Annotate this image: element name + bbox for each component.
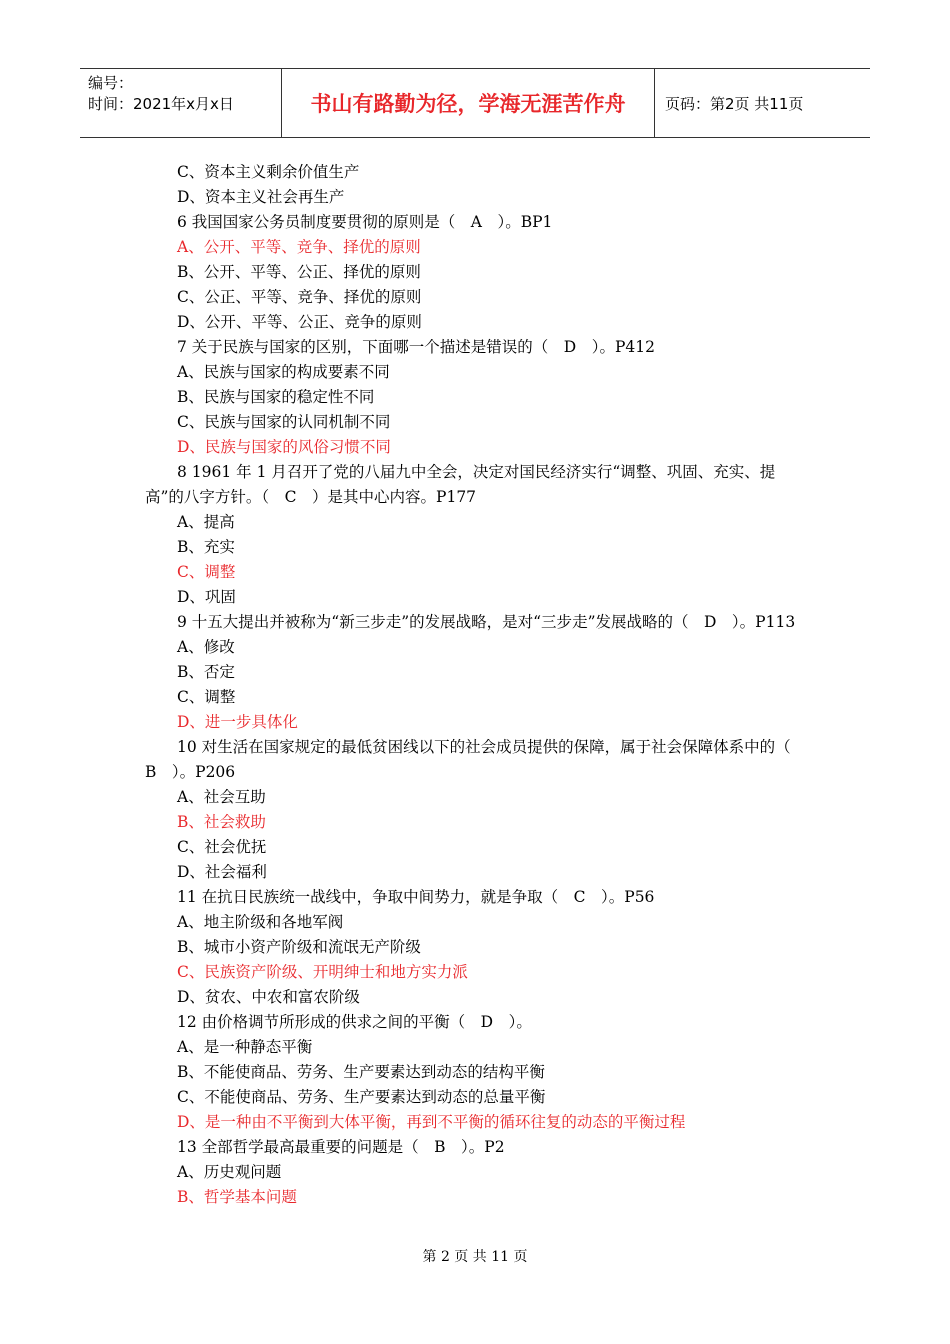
option-line: B、公开、平等、公正、择优的原则 — [177, 263, 421, 281]
page-footer: 第 2 页 共 11 页 — [422, 1249, 528, 1265]
option-line: A、民族与国家的构成要素不同 — [177, 363, 390, 381]
option-line: D、社会福利 — [177, 863, 267, 881]
question-8: 8 1961 年 1 月召开了党的八届九中全会，决定对国民经济实行“调整、巩固、充实、提高”的八字方针。（ C ）是其中心内容。P177 — [145, 463, 776, 506]
header-meta — [80, 69, 282, 137]
question-11: 11 在抗日民族统一战线中，争取中间势力，就是争取（ C ）。P56 — [177, 888, 655, 906]
answer-option: D、进一步具体化 — [177, 713, 298, 731]
option-line: A、提高 — [177, 513, 235, 531]
question-6: 6 我国国家公务员制度要贯彻的原则是（ A ）。BP1 — [177, 213, 553, 231]
answer-option: C、民族资产阶级、开明绅士和地方实力派 — [177, 963, 468, 981]
option-line: B、城市小资产阶级和流氓无产阶级 — [177, 938, 421, 956]
answer-option: D、民族与国家的风俗习惯不同 — [177, 438, 391, 456]
option-line: C、公正、平等、竞争、择优的原则 — [177, 288, 422, 306]
option-line: B、充实 — [177, 538, 235, 556]
question-7: 7 关于民族与国家的区别，下面哪一个描述是错误的（ D ）。P412 — [177, 338, 655, 356]
answer-option: C、调整 — [177, 563, 236, 581]
option-line: A、社会互助 — [177, 788, 266, 806]
question-10: 10 对生活在国家规定的最低贫困线以下的社会成员提供的保障，属于社会保障体系中的（ B ）。P206 — [145, 738, 807, 781]
option-line: A、历史观问题 — [177, 1163, 282, 1181]
option-line: C、社会优抚 — [177, 838, 267, 856]
question-9: 9 十五大提出并被称为“新三步走”的发展战略，是对“三步走”发展战略的（ D ）。P113 — [177, 613, 796, 631]
header-page-info: 页码：第2页 共11页 — [665, 94, 804, 113]
page-header — [80, 68, 870, 138]
option-line: D、资本主义社会再生产 — [177, 188, 345, 206]
option-line: B、不能使商品、劳务、生产要素达到动态的结构平衡 — [177, 1063, 545, 1081]
option-line: C、不能使商品、劳务、生产要素达到动态的总量平衡 — [177, 1088, 546, 1106]
option-line: D、贫农、中农和富农阶级 — [177, 988, 360, 1006]
option-line: A、地主阶级和各地军阀 — [177, 913, 344, 931]
answer-option: B、哲学基本问题 — [177, 1188, 297, 1206]
question-13: 13 全部哲学最高最重要的问题是（ B ）。P2 — [177, 1138, 505, 1156]
number-label: 编号： — [88, 74, 134, 92]
option-line: C、调整 — [177, 688, 236, 706]
option-line: A、修改 — [177, 638, 235, 656]
option-line: B、否定 — [177, 663, 235, 681]
time-label: 时间：2021年x月x日 — [88, 95, 234, 113]
question-12: 12 由价格调节所形成的供求之间的平衡（ D ）。 — [177, 1013, 532, 1031]
answer-option: B、社会救助 — [177, 813, 266, 831]
option-line: D、公开、平等、公正、竞争的原则 — [177, 313, 422, 331]
option-line: B、民族与国家的稳定性不同 — [177, 388, 375, 406]
option-line: C、民族与国家的认同机制不同 — [177, 413, 391, 431]
option-line: D、巩固 — [177, 588, 236, 606]
answer-option: D、是一种由不平衡到大体平衡，再到不平衡的循环往复的动态的平衡过程 — [177, 1113, 686, 1131]
answer-option: A、公开、平等、竞争、择优的原则 — [177, 238, 421, 256]
question-list — [145, 160, 810, 1210]
header-motto: 书山有路勤为径，学海无涯苦作舟 — [282, 69, 655, 137]
option-line: C、资本主义剩余价值生产 — [177, 163, 360, 181]
option-line: A、是一种静态平衡 — [177, 1038, 313, 1056]
